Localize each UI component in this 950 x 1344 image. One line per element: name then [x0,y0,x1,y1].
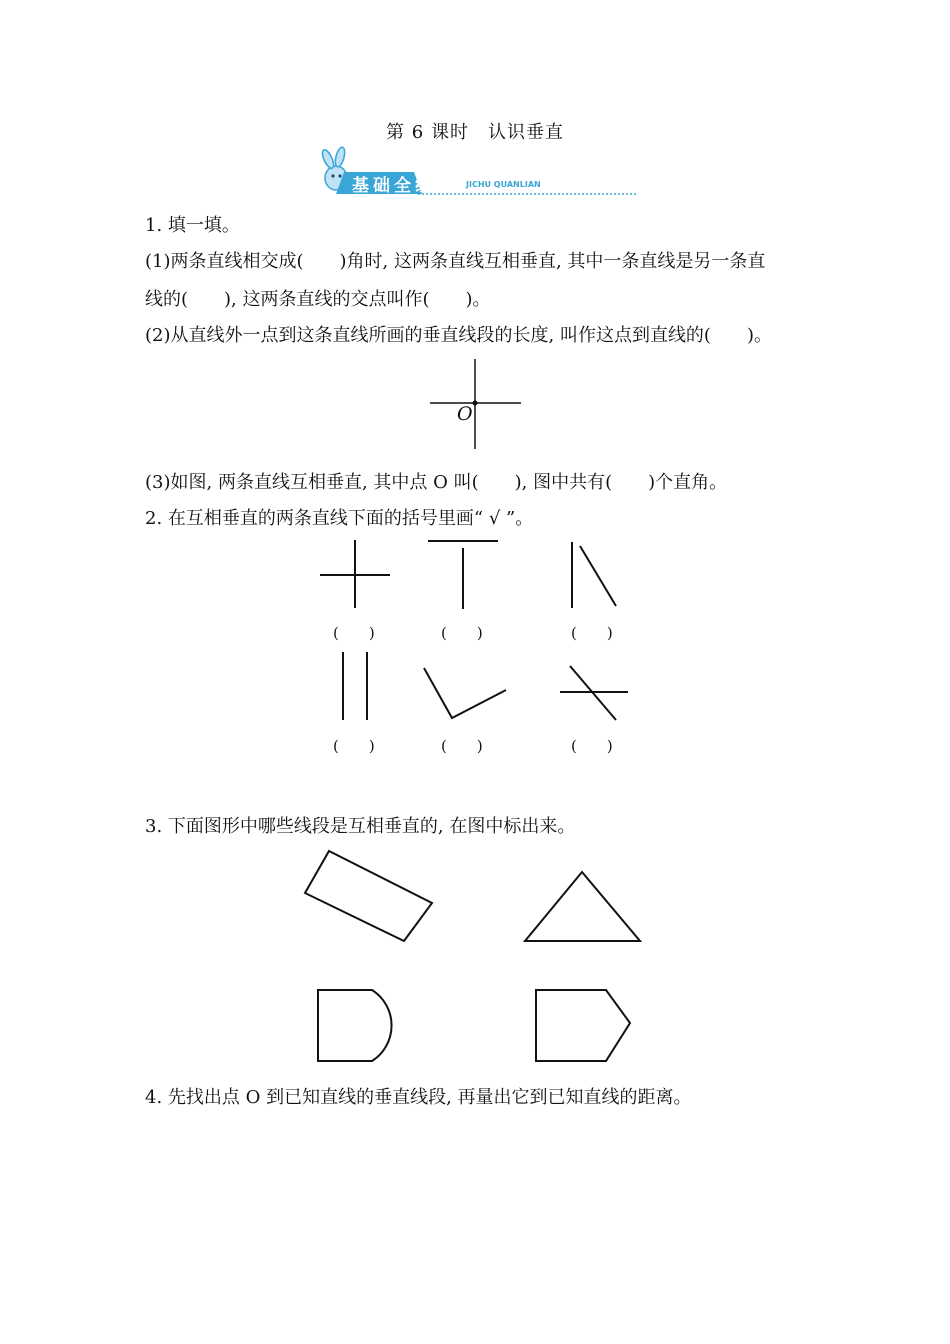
q3-triangle [525,872,640,941]
banner-title-en: JICHU QUANLIAN [466,180,541,189]
q1-part2: (2)从直线外一点到这条直线所画的垂直线段的长度, 叫作这点到直线的( )。 [145,325,772,346]
q4-heading: 4. 先找出点 O 到已知直线的垂直线段, 再量出它到已知直线的距离。 [145,1087,692,1108]
banner-cn-text: 基础全练 [352,176,436,196]
q2-answer-c[interactable]: ( ) [571,624,613,642]
q3-pentagon [536,990,630,1061]
q1-part1-line1: (1)两条直线相交成( )角时, 这两条直线互相垂直, 其中一条直线是另一条直 [145,251,766,272]
q2-figure-a [320,540,390,608]
q2-answer-a[interactable]: ( ) [333,624,375,642]
section-banner [308,150,643,200]
q3-figures [300,840,650,1070]
q2-figure-e [424,668,506,718]
q2-answer-d[interactable]: ( ) [333,737,375,755]
q1-heading: 1. 填一填。 [145,215,240,236]
q3-tilted-rectangle [305,851,432,941]
q3-heading: 3. 下面图形中哪些线段是互相垂直的, 在图中标出来。 [145,816,576,837]
q2-figure-c [572,542,616,608]
q2-figure-f [560,666,628,720]
q2-figure-b [428,541,498,609]
q2-figure-d [343,652,367,720]
q1-part1-line2: 线的( ), 这两条直线的交点叫作( )。 [145,289,491,310]
q3-d-shape [318,990,392,1061]
banner-title-cn [352,171,436,196]
page-title: 第 6 课时 认识垂直 [386,122,564,143]
q1-perpendicular-figure [425,356,525,452]
q2-heading: 2. 在互相垂直的两条直线下面的括号里画“ √ ”。 [145,508,534,529]
q1-part3: (3)如图, 两条直线互相垂直, 其中点 O 叫( ), 图中共有( )个直角。 [145,472,728,493]
q2-answer-b[interactable]: ( ) [441,624,483,642]
q2-answer-f[interactable]: ( ) [571,737,613,755]
point-o-label: O [457,403,473,425]
q2-answer-e[interactable]: ( ) [441,737,483,755]
